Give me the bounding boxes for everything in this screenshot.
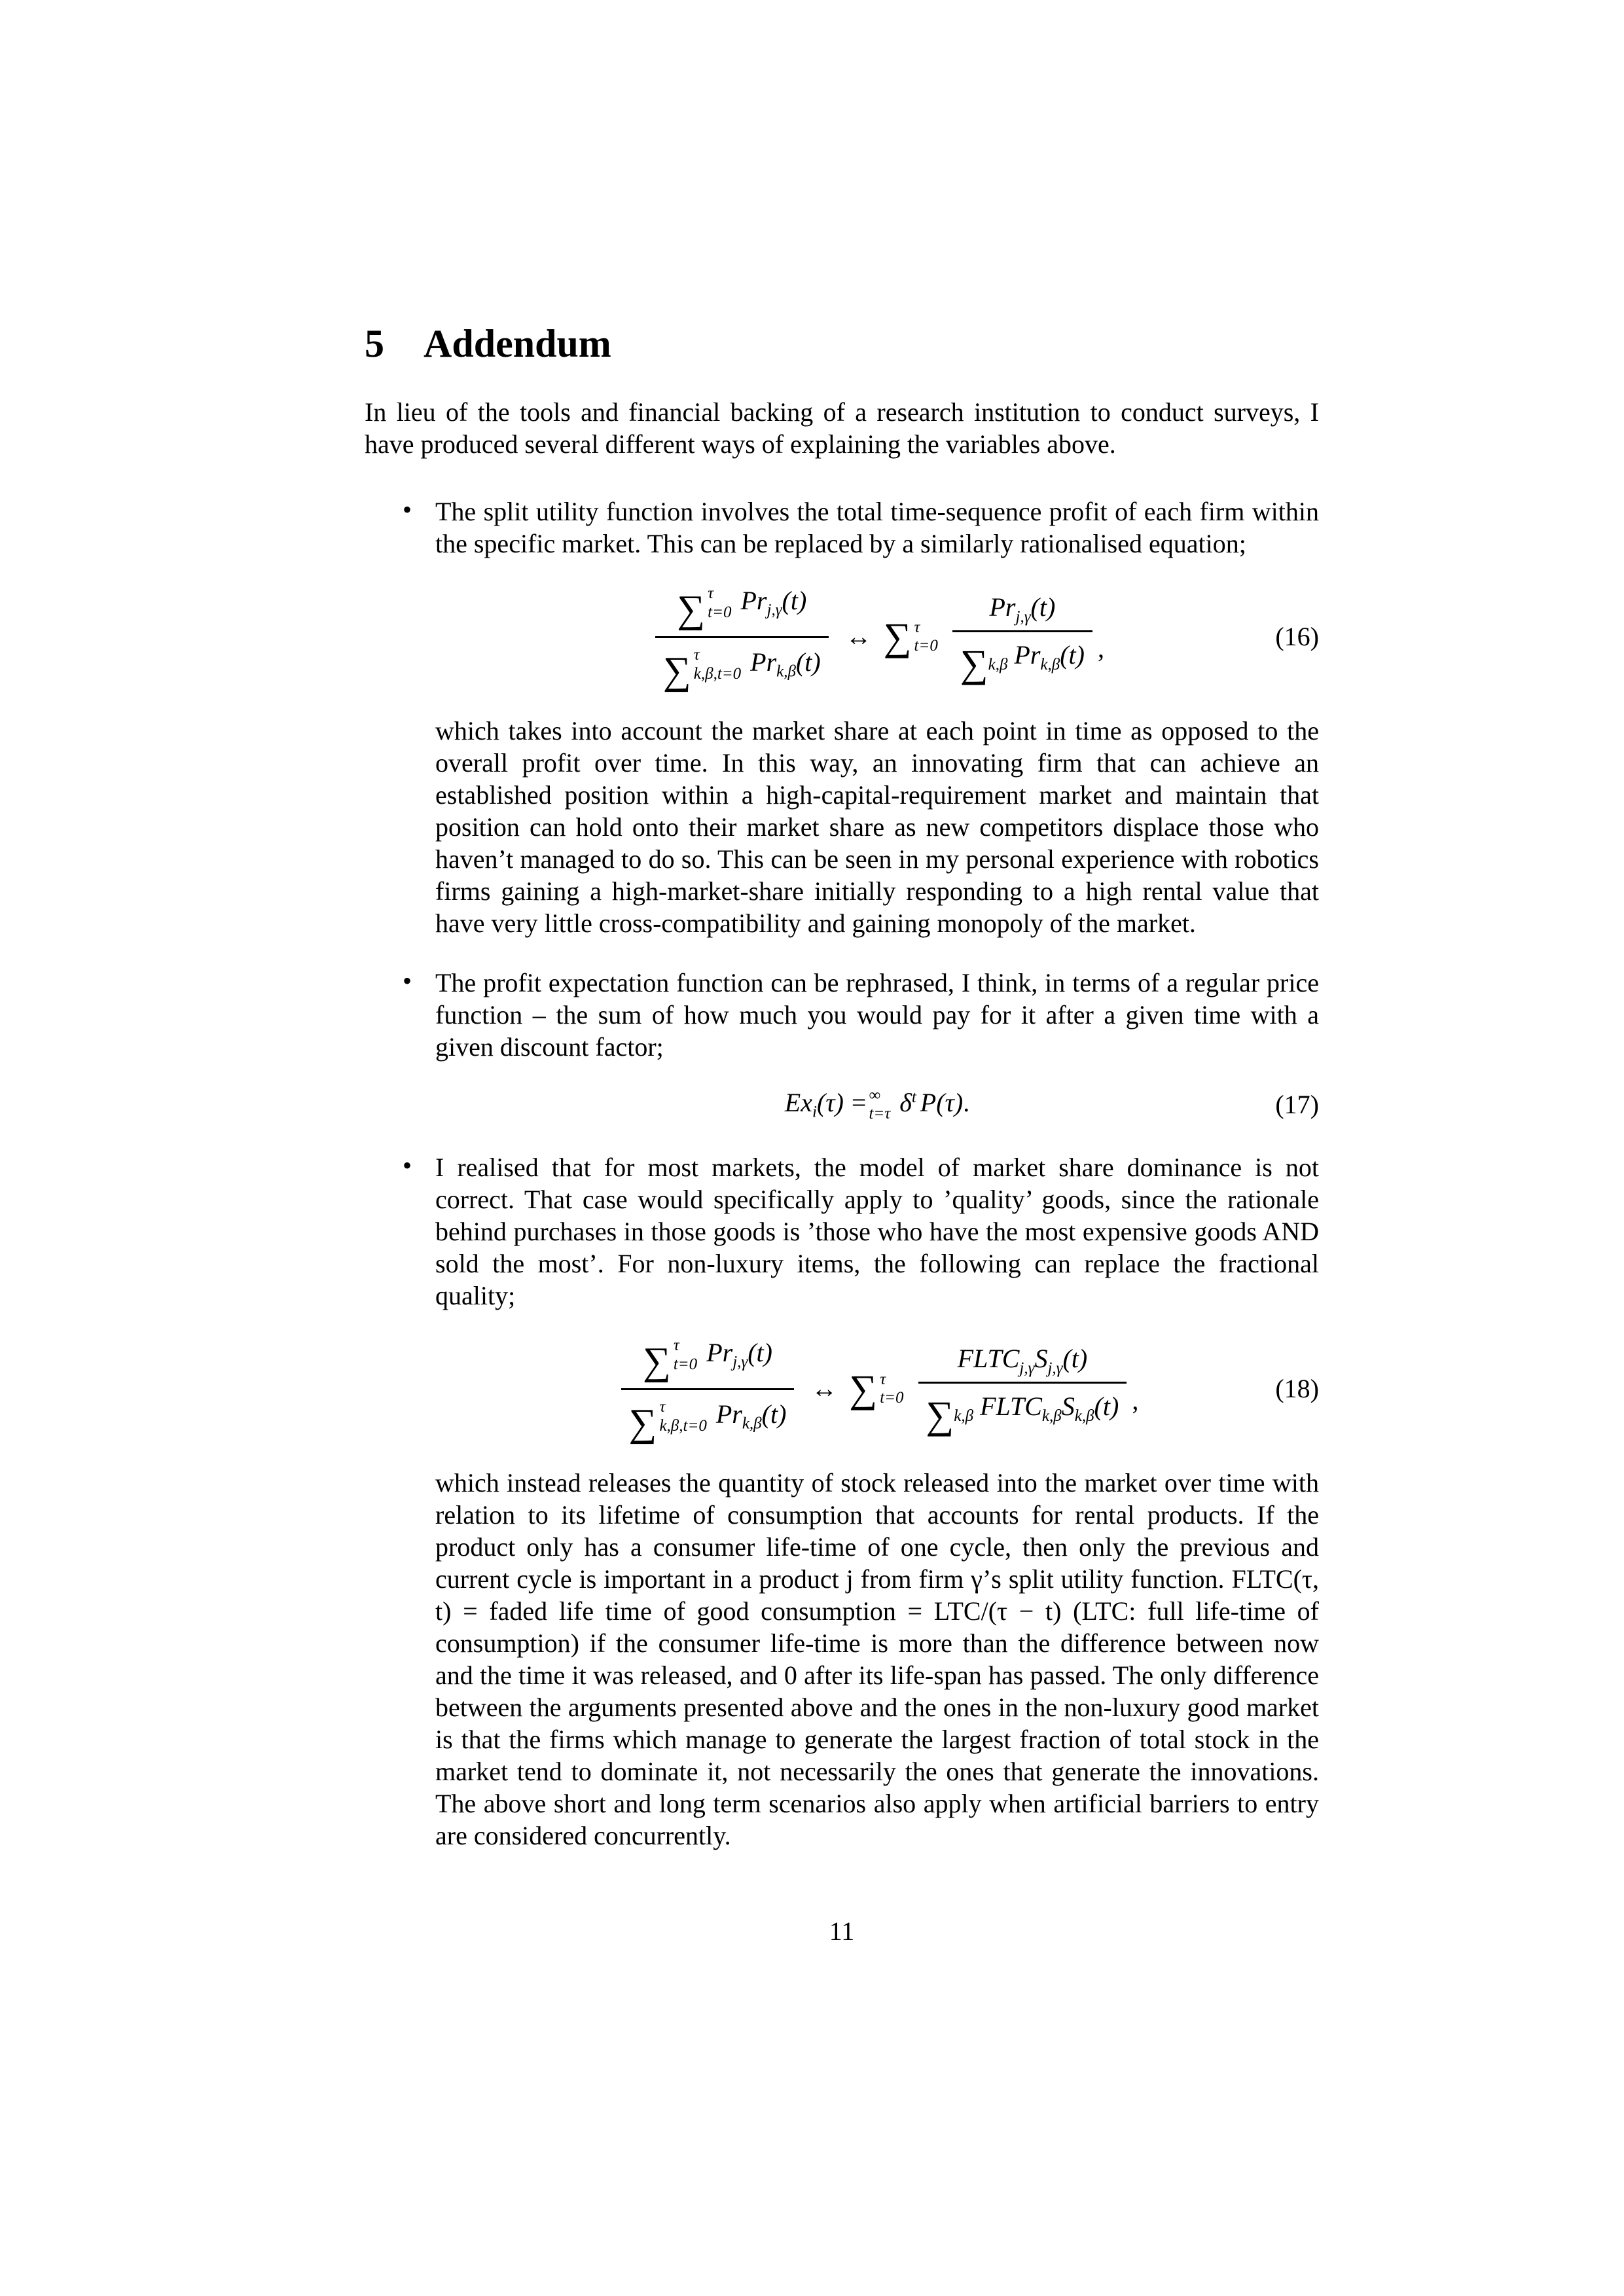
math-var: S	[1034, 1344, 1048, 1374]
bullet-2-lead-paragraph: The profit expectation function can be rephrased, I think, in terms of a regular price function – the sum of how much you would pay for it after a given time with a given discount factor;	[435, 967, 1319, 1062]
eq16-mid-sum	[883, 615, 947, 658]
section-number: 5	[365, 322, 384, 365]
eq18-mid-sum	[849, 1367, 912, 1410]
section-heading	[365, 322, 1319, 366]
math-var: δ	[899, 1087, 912, 1117]
eq16-rhs-numerator	[952, 591, 1092, 630]
math-var: Pr	[715, 1399, 742, 1429]
eq18-lhs-fraction	[621, 1335, 795, 1443]
sum-limits	[880, 1371, 903, 1408]
equation-16-number: (16)	[1275, 622, 1319, 652]
sum-lower-limit: k,β,t=0	[659, 1416, 707, 1435]
eq16-rhs-denominator	[952, 630, 1092, 684]
equation-18-body	[616, 1335, 1139, 1443]
math-sub: k,β	[1041, 1407, 1062, 1426]
eq18-rhs-fraction	[918, 1342, 1127, 1435]
math-sub: k,β	[776, 662, 796, 681]
bullet-icon: •	[403, 495, 412, 525]
eq16-lhs-fraction	[655, 583, 829, 691]
math-sub: i	[812, 1103, 817, 1121]
math-var: Pr	[1014, 639, 1041, 670]
eq18-rhs-denominator	[918, 1382, 1127, 1435]
math-arg: (t)	[795, 647, 821, 677]
bullet-item-1	[365, 495, 1319, 939]
math-var: Ex	[784, 1087, 812, 1117]
eq18-rhs-numerator	[918, 1342, 1127, 1382]
sum-lower-limit: k,β,t=0	[693, 664, 742, 683]
sigma-operator: ∑	[677, 587, 706, 631]
sum-lower-limit: t=0	[880, 1389, 904, 1407]
eq16-lhs-denominator	[655, 636, 829, 691]
math-arg: (t)	[1062, 1344, 1088, 1374]
math-arg: (τ)	[816, 1087, 844, 1117]
text-block	[365, 322, 1319, 1946]
sum-limits	[708, 584, 731, 622]
bullet-item-3	[365, 1151, 1319, 1851]
equation-period: .	[963, 1087, 970, 1117]
sum-upper-limit: τ	[708, 584, 714, 603]
sigma-operator: ∑	[628, 1401, 657, 1444]
bullet-1-continuation-paragraph: which takes into account the market share at each point in time as opposed to the overall profit over time. In this way, an innovating firm that can achieve an established position within a high-capital-requirement market and maintain that position can hold onto their market share as new competitors displace those who haven’t managed to do so. This can be seen in my personal experience with robotics firms gaining a high-market-share initially responding to a high rental value that have very little cross-compatibility and gaining monopoly of the market.	[435, 715, 1319, 938]
math-sub: k,β	[742, 1414, 762, 1433]
sum-limits	[674, 1336, 697, 1374]
math-sub: j,γ	[1019, 1359, 1035, 1378]
sum-lower-limit: k,β	[954, 1407, 974, 1426]
equation-comma: ,	[1098, 634, 1104, 664]
equation-18-number: (18)	[1275, 1374, 1319, 1404]
equation-17-body	[785, 1086, 969, 1124]
sum-upper-limit: τ	[673, 1336, 679, 1355]
sum-lower-limit: t=0	[708, 603, 732, 621]
math-sub: j,γ	[732, 1353, 748, 1371]
bullet-icon: •	[403, 1151, 412, 1181]
equation-18	[435, 1335, 1319, 1443]
page-number: 11	[829, 1916, 855, 1946]
math-var: Pr	[750, 647, 777, 677]
math-arg: (t)	[782, 586, 807, 616]
equals-sign: =	[851, 1087, 867, 1117]
sum-limits	[914, 619, 938, 656]
math-sub: k,β	[1074, 1407, 1094, 1426]
math-arg: (t)	[748, 1338, 772, 1368]
math-var: S	[1061, 1391, 1075, 1422]
math-var: Pr	[740, 586, 767, 616]
equation-comma: ,	[1132, 1386, 1139, 1416]
bullet-icon: •	[403, 965, 412, 996]
equals-limits	[869, 1086, 890, 1124]
bullet-3-continuation-paragraph: which instead releases the quantity of stock released into the market over time with relation to its lifetime of consumption that accounts for rental products. If the product only has a consumer life-time of one cycle, then only the previous and current cycle is important in a product j from firm γ’s split utility function. FLTC(τ, t) = faded life time of good consumption = LTC/(τ − t) (LTC: full life-time of consumption) if the consumer life-time is more than the difference between now and the time it was released, and 0 after its life-span has passed. The only difference between the arguments presented above and the ones in the non-luxury good market is that the firms which manage to generate the largest fraction of total stock in the market tend to dominate it, not necessarily the ones that generate the innovations. The above short and long term scenarios also apply when artificial barriers to entry are considered concurrently.	[435, 1467, 1319, 1850]
eq18-lhs-numerator	[621, 1335, 795, 1388]
section-title: Addendum	[424, 322, 611, 365]
math-arg: (t)	[761, 1399, 787, 1429]
sum-upper-limit: τ	[693, 645, 700, 664]
eq16-rhs-fraction	[952, 591, 1092, 684]
bullet-1-lead-paragraph: The split utility function involves the total time-sequence profit of each firm within the specific market. This can be replaced by a similarly rationalised equation;	[435, 497, 1319, 559]
sigma-operator: ∑	[926, 1393, 954, 1437]
math-arg: (t)	[1060, 639, 1085, 670]
math-arg: (t)	[1030, 592, 1056, 622]
sum-lower-limit: k,β	[988, 655, 1008, 673]
math-var: Pr	[989, 592, 1016, 622]
equation-17-number: (17)	[1275, 1090, 1319, 1120]
math-arg: (τ)	[936, 1087, 964, 1117]
sum-lower-limit: t=0	[673, 1355, 698, 1373]
equation-16-body	[650, 583, 1104, 691]
bullet-list	[365, 495, 1319, 1851]
upper-limit-infinity: ∞	[869, 1086, 881, 1104]
math-var: P	[920, 1087, 937, 1117]
math-sub: k,β	[1040, 655, 1060, 673]
math-var: Pr	[706, 1338, 733, 1368]
sigma-operator: ∑	[849, 1367, 878, 1410]
math-sub: j,γ	[1047, 1359, 1063, 1378]
equation-17	[435, 1086, 1319, 1124]
sigma-operator: ∑	[662, 649, 691, 692]
math-arg: (t)	[1094, 1391, 1119, 1422]
sum-lower-limit: t=0	[914, 637, 938, 655]
bullet-3-lead-paragraph: I realised that for most markets, the model of market share dominance is not correct. That case would specifically apply to ’quality’ goods, since the rationale behind purchases in those goods is ’those who have the most expensive goods AND sold the most’. For non-luxury items, the following can replace the fractional quality;	[435, 1153, 1319, 1311]
equation-16	[435, 583, 1319, 691]
left-right-arrow: ↔	[845, 622, 872, 652]
intro-paragraph: In lieu of the tools and financial backing of a research institution to conduct surveys, I have produced several different ways of explaining the variables above.	[365, 397, 1319, 459]
math-sup: t	[911, 1088, 916, 1106]
math-var: FLTC	[957, 1344, 1020, 1374]
sigma-operator: ∑	[960, 641, 988, 685]
left-right-arrow: ↔	[811, 1374, 838, 1404]
math-sub: j,γ	[767, 601, 782, 619]
sum-upper-limit: τ	[880, 1370, 886, 1388]
sum-limits	[694, 646, 741, 684]
bullet-item-2	[365, 967, 1319, 1124]
eq18-lhs-denominator	[621, 1388, 795, 1443]
sigma-operator: ∑	[643, 1339, 671, 1383]
lower-limit: t=τ	[869, 1105, 891, 1123]
sum-limits	[659, 1398, 706, 1436]
math-sub: j,γ	[1015, 607, 1031, 626]
eq16-lhs-numerator	[655, 583, 829, 636]
sigma-operator: ∑	[883, 615, 912, 658]
math-var: FLTC	[980, 1391, 1042, 1422]
sum-upper-limit: τ	[659, 1397, 666, 1416]
sum-upper-limit: τ	[914, 618, 920, 636]
